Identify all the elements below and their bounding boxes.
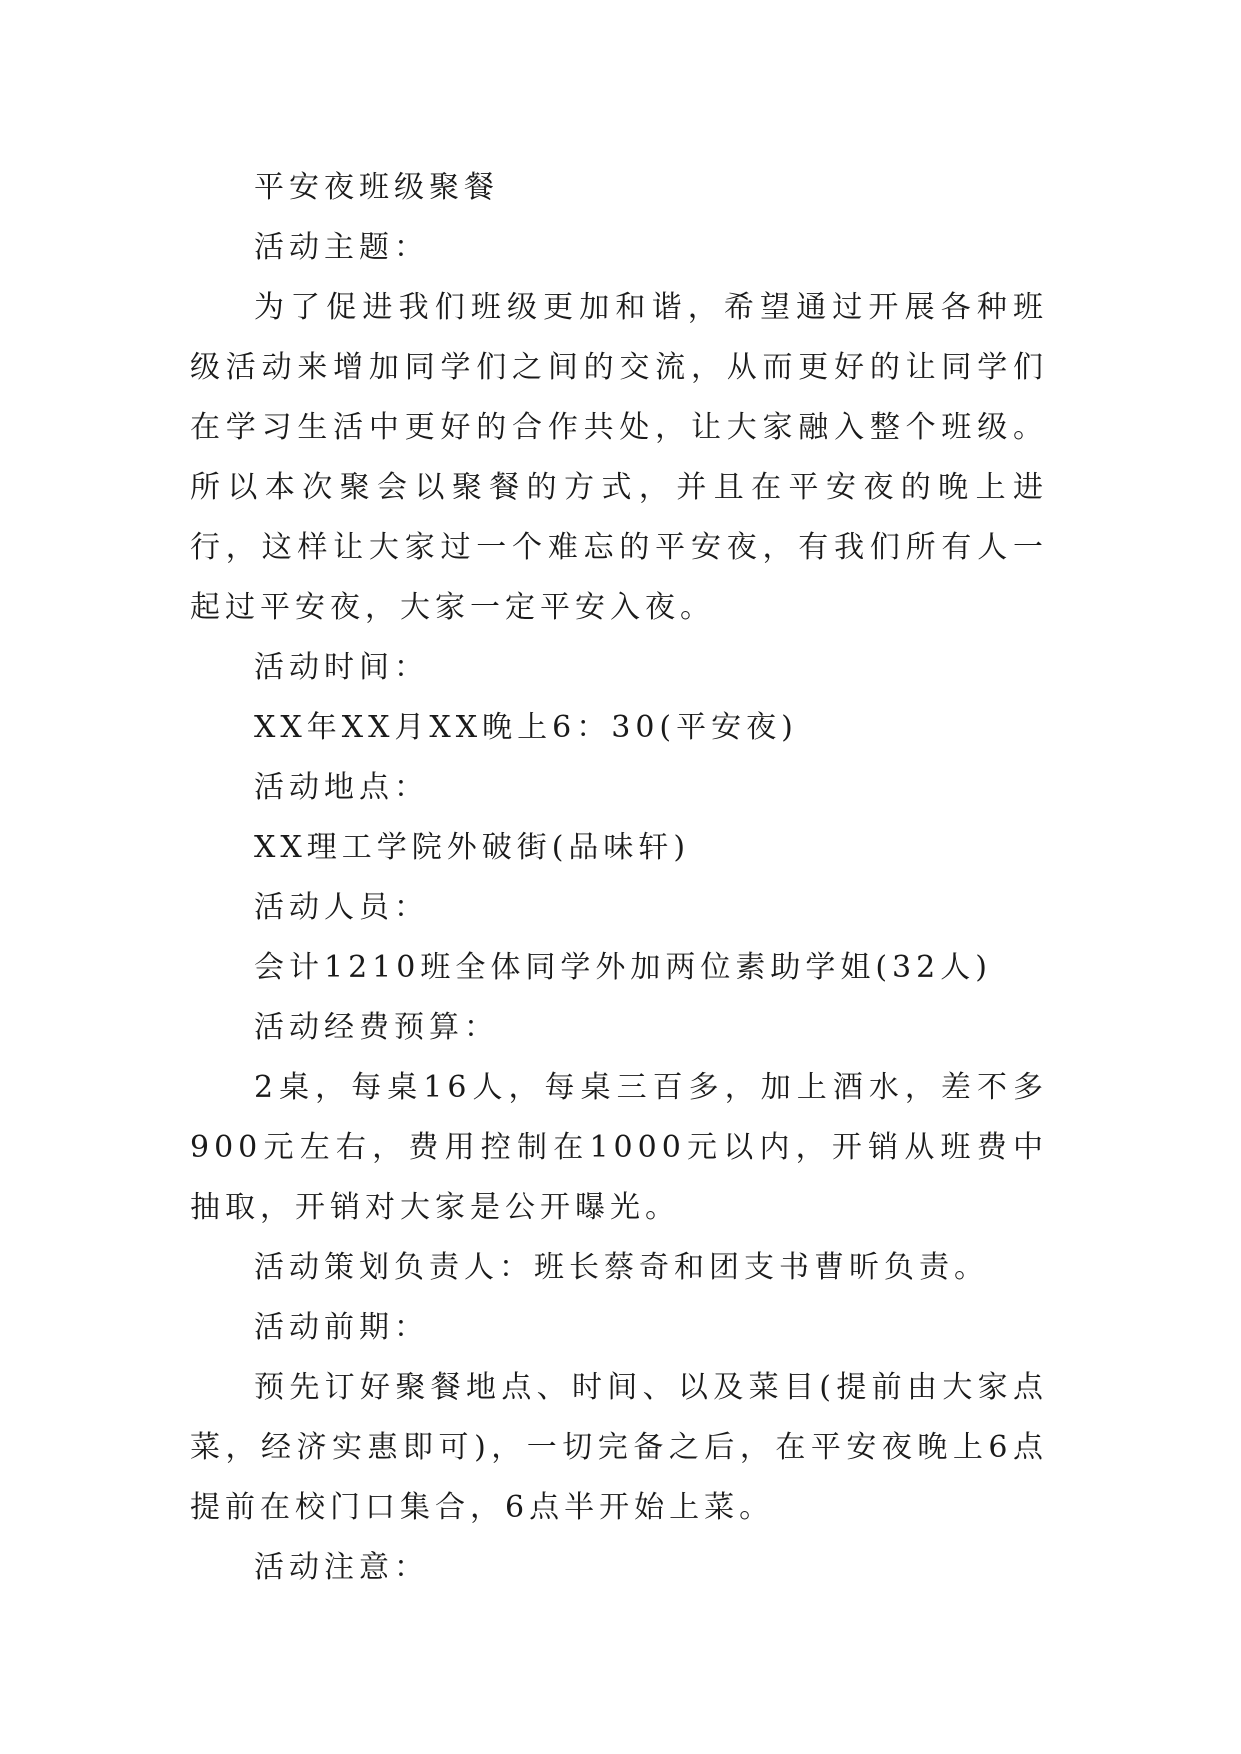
paragraph-theme: 为了促进我们班级更加和谐，希望通过开展各种班级活动来增加同学们之间的交流，从而更好的让同学们在学习生活中更好的合作共处，让大家融入整个班级。所以本次聚会以聚餐的方式，并且在平安夜的晚上进行，这样让大家过一个难忘的平安夜，有我们所有人一起过平安夜，大家一定平安入夜。: [190, 290, 1048, 625]
section-heading-notes: 活动注意：: [254, 1550, 429, 1585]
section-heading-time: 活动时间：: [254, 650, 429, 685]
paragraph-time: XX年XX月XX晚上6：30(平安夜): [254, 710, 798, 745]
section-heading-location: 活动地点：: [254, 770, 429, 805]
paragraph-participants: 会计1210班全体同学外加两位素助学姐(32人): [254, 950, 992, 985]
section-heading-participants: 活动人员：: [254, 890, 429, 925]
section-heading-preparation: 活动前期：: [254, 1310, 429, 1345]
document-body: [190, 158, 1048, 1598]
paragraph-budget: 2桌，每桌16人，每桌三百多，加上酒水，差不多900元左右，费用控制在1000元以内，开销从班费中抽取，开销对大家是公开曝光。: [190, 1070, 1048, 1225]
section-heading-theme: 活动主题：: [254, 230, 429, 265]
paragraph-organizers: 活动策划负责人：班长蔡奇和团支书曹昕负责。: [254, 1250, 989, 1285]
section-heading-budget: 活动经费预算：: [254, 1010, 499, 1045]
document-title: 平安夜班级聚餐: [254, 170, 499, 205]
paragraph-preparation: 预先订好聚餐地点、时间、以及菜目(提前由大家点菜，经济实惠即可)，一切完备之后，在平安夜晚上6点提前在校门口集合，6点半开始上菜。: [190, 1370, 1048, 1525]
paragraph-location: XX理工学院外破街(品味轩): [254, 830, 691, 865]
